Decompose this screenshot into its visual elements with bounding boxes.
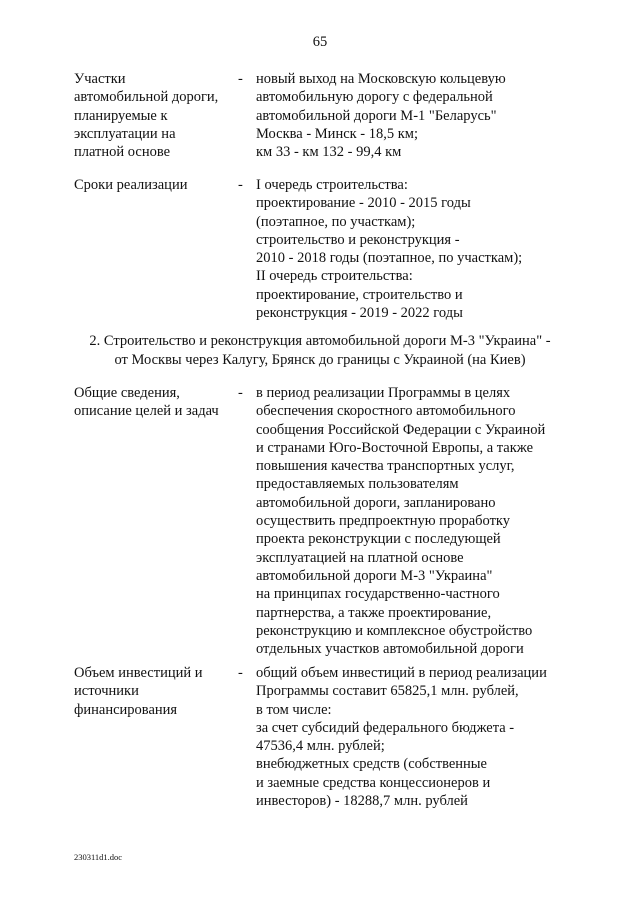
row-label: Объем инвестиций и источники финансирования — [74, 665, 203, 718]
section-heading: 2. Строительство и реконструкция автомобильной дороги М-3 "Украина" - от Москвы через Калугу, Брянск до границы с Украиной (на Киев) — [89, 333, 551, 368]
row-value: общий объем инвестиций в период реализации Программы составит 65825,1 млн. рублей, в том числе: за счет субсидий федерального бюджета - 47536,4 млн. рублей; внебюджетных средств (собственные и заемные средства концессионеров и инвесторов) - 18288,7 млн. рублей — [256, 665, 547, 810]
row-dash: - — [238, 177, 243, 193]
row-label: Участки автомобильной дороги, планируемые к эксплуатации на платной основе — [74, 71, 219, 161]
row-label: Сроки реализации — [74, 177, 188, 193]
row-dash: - — [238, 385, 243, 401]
row-value: I очередь строительства: проектирование - 2010 - 2015 годы (поэтапное, по участкам); строительство и реконструкция - 2010 - 2018 годы (поэтапное, по участкам); II очередь строительства: проектирование, строительство и реконструкция - 2019 - 2022 годы — [256, 177, 523, 322]
row-value: в период реализации Программы в целях обеспечения скоростного автомобильного сообщения Российской Федерации с Украиной и странами Юго-Восточной Европы, а также повышения качества транспортных услуг, предоставляемых пользователям автомобильной дороги, запланировано осуществить предпроектную проработку проекта реконструкции с последующей эксплуатацией на платной основе автомобильной дороги М-3 "Украина" на принципах государственно-частного партнерства, а также проектирование, реконструкцию и комплексное обустройство отдельных участков автомобильной дороги — [256, 385, 546, 658]
row-dash: - — [238, 71, 243, 87]
document-file-code: 230311d1.doc — [74, 852, 123, 862]
row-value: новый выход на Московскую кольцевую автомобильную дорогу с федеральной автомобильной дороги М-1 "Беларусь" Москва - Минск - 18,5 км; км 33 - км 132 - 99,4 км — [256, 71, 506, 161]
page-number: 65 — [312, 34, 328, 50]
row-label: Общие сведения, описание целей и задач — [74, 385, 219, 420]
row-dash: - — [238, 665, 243, 681]
